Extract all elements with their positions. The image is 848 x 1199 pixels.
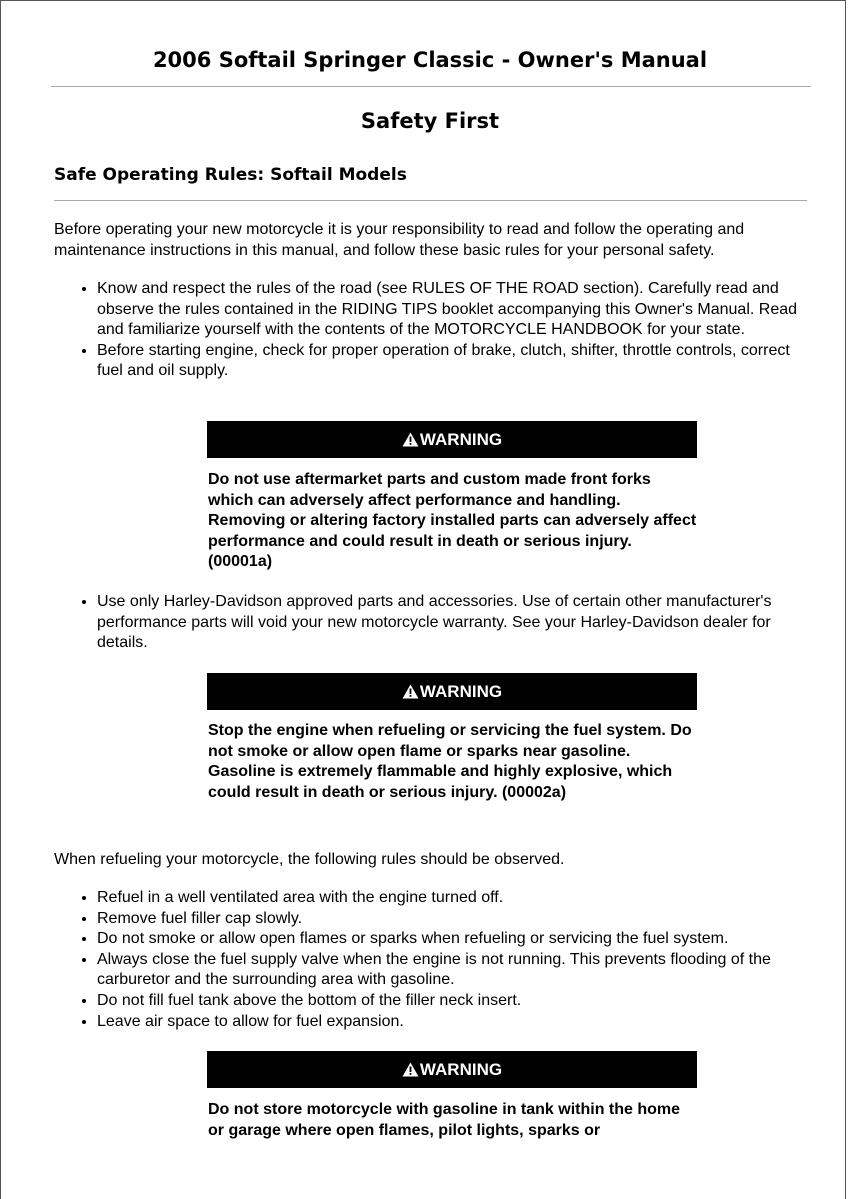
list-item: • Do not fill fuel tank above the bottom of the filler neck insert. [97,991,814,1012]
list-item: • Know and respect the rules of the road (see RULES OF THE ROAD section). Carefully read and observe the rules contained in the RIDING TIPS booklet accompanying this Owner's Manual. Read and familiarize yourself with the contents of the MOTORCYCLE HANDBOOK for your state. [97,279,814,341]
warning-triangle-icon [402,1062,419,1077]
list-item: • Use only Harley-Davidson approved parts and accessories. Use of certain other manufacturer's performance parts will void your new motorcycle warranty. See your Harley-Davidson dealer for details. [97,592,814,654]
list-item: • Do not smoke or allow open flames or sparks when refueling or servicing the fuel system. [97,929,814,950]
list-item: • Remove fuel filler cap slowly. [97,909,814,930]
section-title: Safety First [360,109,500,133]
title-divider [51,86,811,87]
rules-list-2 [54,592,814,654]
list-item: • Refuel in a well ventilated area with the engine turned off. [97,888,814,909]
subsection-divider [54,200,807,201]
warning-text: Do not use aftermarket parts and custom made front forks which can adversely affect performance and handling. Removing or altering factory installed parts can adversely affect performance and could result in death or serious injury. (00001a) [208,471,697,571]
warning-banner [207,673,697,710]
warning-label: WARNING [419,1059,503,1079]
intro-paragraph: Before operating your new motorcycle it is your responsibility to read and follow the operating and maintenance instructions in this manual, and follow these basic rules for your personal safety. [54,221,745,259]
warning-banner [207,421,697,458]
list-item: • Leave air space to allow for fuel expansion. [97,1012,814,1033]
refuel-intro: When refueling your motorcycle, the following rules should be observed. [54,851,565,868]
warning-text: Stop the engine when refueling or servicing the fuel system. Do not smoke or allow open flame or sparks near gasoline. Gasoline is extremely flammable and highly explosive, which could result in death or serious injury. (00002a) [208,722,692,801]
warning-banner [207,1051,697,1088]
rules-list-1 [54,279,814,382]
refuel-rules-list [54,888,814,1032]
warning-text: Do not store motorcycle with gasoline in tank within the home or garage where open flames, pilot lights, sparks or [208,1101,681,1139]
list-item: • Always close the fuel supply valve when the engine is not running. This prevents flooding of the carburetor and the surrounding area with gasoline. [97,950,814,991]
warning-triangle-icon [402,684,419,699]
warning-label: WARNING [419,681,503,701]
document-title: 2006 Softail Springer Classic - Owner's Manual [152,48,708,72]
warning-triangle-icon [402,432,419,447]
warning-label: WARNING [419,429,503,449]
subsection-title: Safe Operating Rules: Softail Models [54,165,407,185]
list-item: • Before starting engine, check for proper operation of brake, clutch, shifter, throttle controls, correct fuel and oil supply. [97,341,814,382]
